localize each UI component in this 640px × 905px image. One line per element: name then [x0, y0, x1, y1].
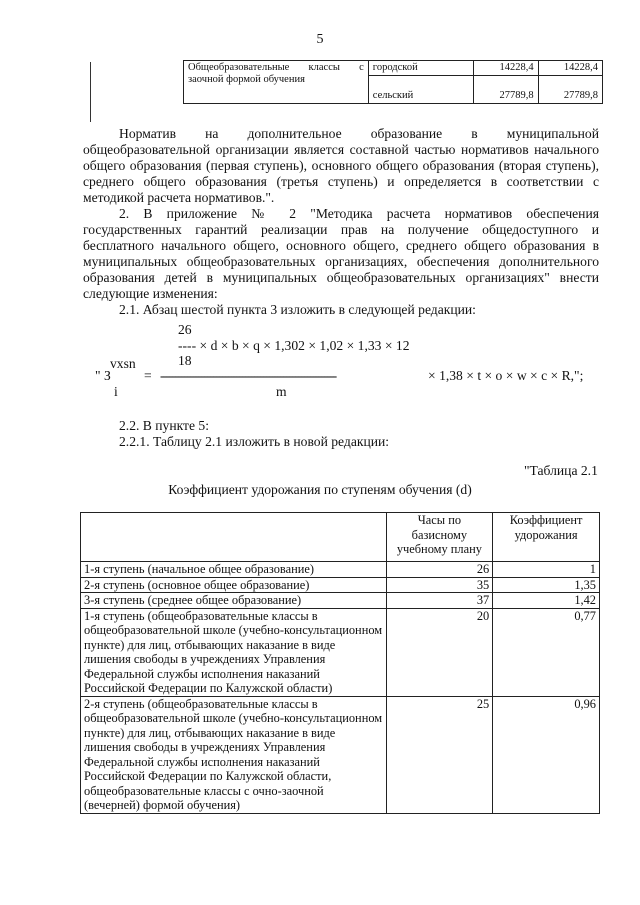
table-cell: городской	[368, 61, 473, 76]
margin-line	[90, 62, 91, 122]
table-cell: 2-я ступень (основное общее образование)	[81, 577, 387, 593]
formula-equals: =	[144, 368, 152, 383]
table-cell: 37	[386, 593, 493, 609]
table-cell: 1,35	[493, 577, 600, 593]
table-cell: 27789,8	[474, 76, 538, 104]
table-row	[81, 608, 600, 696]
table-cell: 0,96	[493, 696, 600, 813]
table-cell: 1,42	[493, 593, 600, 609]
table-cell: 0,77	[493, 608, 600, 696]
formula-denominator-18: 18	[178, 353, 192, 368]
table-cell: 1-я ступень (начальное общее образование)	[81, 562, 387, 578]
table-row	[81, 562, 600, 578]
table-cell: 1	[493, 562, 600, 578]
coefficient-table	[80, 512, 600, 814]
table-cell: 3-я ступень (среднее общее образование)	[81, 593, 387, 609]
paragraph-clause-2-2: 2.2. В пункте 5:	[119, 418, 209, 433]
page-number: 5	[316, 32, 324, 47]
table-row	[81, 696, 600, 813]
table-cell: 1-я ступень (общеобразовательные классы в общеобразовательной школе (учебно-консультационном пункте) для лиц, отбывающих наказание в виде лишения свободы в учреждениях Управления Федеральной службы исполнения наказаний Российской Федерации по Калужской области)	[81, 608, 387, 696]
table-cell: 14228,4	[538, 61, 602, 76]
formula-fraction-bar: ------------------------------------------------------------	[160, 368, 336, 383]
table-cell: сельский	[368, 76, 473, 104]
formula-denominator-m: m	[276, 384, 287, 399]
paragraph-amendment: 2. В приложение № 2 "Методика расчета нормативов обеспечения государственных гарантий реализации прав на получение общедоступного и бесплатного начального общего, основного общего, среднего общего образования в муниципальных общеобразовательных организациях, обеспечения дополнительного образования детей в муниципальных общеобразовательных организациях" внести следующие изменения:	[83, 206, 599, 301]
table-cell: 26	[386, 562, 493, 578]
formula-numerator-line: ---- × d × b × q × 1,302 × 1,02 × 1,33 × 12	[178, 338, 410, 353]
paragraph-norm: Норматив на дополнительное образование в муниципальной общеобразовательной организации является составной частью нормативов начального общего образования (первая ступень), основного общего образования (вторая ступень), среднего общего образования (третья ступень) и определяется в соответствии с методикой расчета нормативов.".	[83, 126, 599, 205]
table-header-cell: Часы по базисному учебному плану	[386, 513, 493, 562]
table-header-cell	[81, 513, 387, 562]
table-cell: 2-я ступень (общеобразовательные классы в общеобразовательной школе (учебно-консультационном пункте) для лиц, отбывающих наказание в виде лишения свободы в учреждениях Управления Федеральной службы исполнения наказаний Российской Федерации по Калужской области, общеобразовательные классы с очно-заочной (вечерней) формой обучения)	[81, 696, 387, 813]
table-cell: 20	[386, 608, 493, 696]
table-header-row	[81, 513, 600, 562]
table-label: "Таблица 2.1	[524, 463, 598, 478]
formula-numerator-26: 26	[178, 322, 192, 337]
table-cell: 25	[386, 696, 493, 813]
paragraph-clause-2-1: 2.1. Абзац шестой пункта 3 изложить в следующей редакции:	[119, 302, 476, 317]
table-header-cell: Коэффициент удорожания	[493, 513, 600, 562]
table-row	[81, 593, 600, 609]
formula-lhs: " З	[95, 368, 111, 383]
table-title: Коэффициент удорожания по ступеням обучения (d)	[168, 482, 472, 497]
table-row	[184, 61, 603, 76]
table-cell: Общеобразовательные классы с заочной формой обучения	[184, 61, 369, 104]
formula-vxsn: vxsn	[110, 356, 136, 371]
table-cell: 14228,4	[474, 61, 538, 76]
table-cell: 35	[386, 577, 493, 593]
formula-subscript-i: i	[114, 384, 118, 399]
table-row	[81, 577, 600, 593]
paragraph-clause-2-2-1: 2.2.1. Таблицу 2.1 изложить в новой редакции:	[119, 434, 390, 449]
table-cell: 27789,8	[538, 76, 602, 104]
formula-rhs: × 1,38 × t × o × w × c × R,";	[428, 368, 584, 383]
top-table	[183, 60, 603, 104]
